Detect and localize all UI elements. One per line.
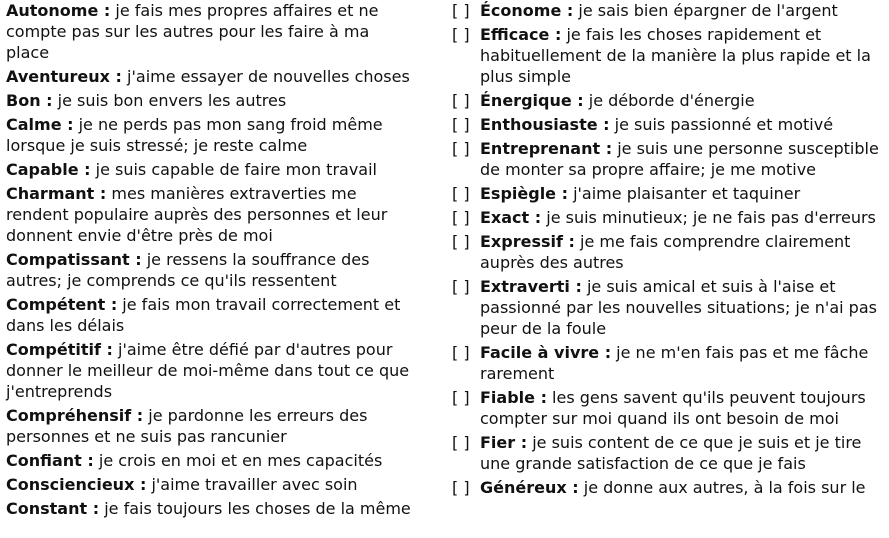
right-column [452,0,889,501]
entry-text [480,387,889,429]
entry-definition: je donne aux autres, à la fois sur le [578,478,866,497]
entry-text [480,114,889,135]
entry-competent [6,294,416,336]
entry-term: Compétitif : [6,340,113,359]
entry-term: Énergique : [480,91,584,110]
entry-text [480,24,889,87]
entry-definition: je suis minutieux; je ne fais pas d'erreurs [541,208,876,227]
checkbox-bracket[interactable]: [ ] [452,91,470,110]
entry-definition: je suis capable de faire mon travail [90,160,377,179]
entry-expressif [452,231,889,273]
entry-text [480,276,889,339]
entry-extraverti [452,276,889,339]
entry-definition: mes manières extraverties me rendent populaire auprès des personnes et leur donnent envie d'être près de moi [6,184,388,245]
checkbox-bracket[interactable]: [ ] [452,1,470,20]
entry-term: Extraverti : [480,277,582,296]
entry-definition: je fais toujours les choses de la même [99,499,411,518]
entry-term: Fiable : [480,388,547,407]
entry-definition: les gens savent qu'ils peuvent toujours compter sur moi quand ils ont besoin de moi [480,388,866,428]
checkbox-bracket[interactable]: [ ] [452,25,470,44]
entry-econome [452,0,889,21]
entry-term: Consciencieux : [6,475,147,494]
entry-term: Espiègle : [480,184,568,203]
entry-compatissant [6,249,416,291]
entry-definition: je suis bon envers les autres [52,91,287,110]
entry-definition: je déborde d'énergie [583,91,755,110]
entry-energique [452,90,889,111]
entry-definition: je suis content de ce que je suis et je tire une grande satisfaction de ce que je fais [480,433,862,473]
entry-term: Compréhensif : [6,406,144,425]
entry-definition: je fais mes propres affaires et ne compte pas sur les autres pour les faire à ma place [6,1,379,62]
entry-term: Capable : [6,160,91,179]
entry-consciencieux [6,474,416,495]
entry-autonome [6,0,416,63]
checkbox-bracket[interactable]: [ ] [452,277,470,296]
entry-definition: je suis une personne susceptible de monter sa propre affaire; je me motive [480,139,879,179]
entry-text [480,183,889,204]
entry-genereux [452,477,889,498]
entry-definition: je ressens la souffrance des autres; je comprends ce qu'ils ressentent [6,250,370,290]
entry-definition: je ne m'en fais pas et me fâche rarement [480,343,869,383]
entry-text [480,207,889,228]
entry-term: Efficace : [480,25,562,44]
entry-term: Généreux : [480,478,579,497]
entry-term: Bon : [6,91,53,110]
entry-term: Charmant : [6,184,107,203]
checkbox-bracket[interactable]: [ ] [452,343,470,362]
entry-term: Aventureux : [6,67,122,86]
entry-text [480,231,889,273]
entry-text [480,138,889,180]
entry-confiant [6,450,416,471]
entry-competitif [6,339,416,402]
entry-text [480,90,889,111]
entry-constant [6,498,416,519]
entry-fier [452,432,889,474]
entry-definition: je suis amical et suis à l'aise et passionné par les nouvelles situations; je n'ai pas peur de la foule [480,277,877,338]
checkbox-bracket[interactable]: [ ] [452,478,470,497]
entry-term: Entreprenant : [480,139,613,158]
entry-definition: je fais mon travail correctement et dans les délais [6,295,401,335]
entry-term: Autonome : [6,1,111,20]
entry-definition: je pardonne les erreurs des personnes et ne suis pas rancunier [6,406,368,446]
entry-charmant [6,183,416,246]
checkbox-bracket[interactable]: [ ] [452,208,470,227]
entry-term: Fier : [480,433,528,452]
entry-definition: je me fais comprendre clairement auprès des autres [480,232,851,272]
entry-text [480,477,889,498]
entry-term: Expressif : [480,232,575,251]
entry-definition: j'aime travailler avec soin [146,475,358,494]
checkbox-bracket[interactable]: [ ] [452,184,470,203]
entry-definition: je ne perds pas mon sang froid même lorsque je suis stressé; je reste calme [6,115,383,155]
entry-text [480,0,889,21]
entry-text [480,342,889,384]
entry-term: Facile à vivre : [480,343,612,362]
entry-capable [6,159,416,180]
entry-term: Calme : [6,115,74,134]
entry-bon [6,90,416,111]
entry-aventureux [6,66,416,87]
entry-definition: je sais bien épargner de l'argent [573,1,838,20]
entry-text [480,432,889,474]
entry-term: Économe : [480,1,574,20]
entry-term: Enthousiaste : [480,115,610,134]
left-column [6,0,416,522]
entry-term: Compatissant : [6,250,142,269]
entry-term: Exact : [480,208,542,227]
entry-efficace [452,24,889,87]
checkbox-bracket[interactable]: [ ] [452,433,470,452]
entry-espiegle [452,183,889,204]
entry-definition: je suis passionné et motivé [609,115,834,134]
checkbox-bracket[interactable]: [ ] [452,232,470,251]
entry-definition: je crois en moi et en mes capacités [93,451,383,470]
entry-definition: j'aime plaisanter et taquiner [568,184,801,203]
entry-definition: j'aime essayer de nouvelles choses [121,67,410,86]
entry-definition: j'aime être défié par d'autres pour donner le meilleur de moi-même dans tout ce que j'entreprends [6,340,410,401]
entry-comprehensif [6,405,416,447]
entry-enthousiaste [452,114,889,135]
entry-exact [452,207,889,228]
entry-term: Constant : [6,499,100,518]
checkbox-bracket[interactable]: [ ] [452,388,470,407]
entry-fiable [452,387,889,429]
entry-facile-a-vivre [452,342,889,384]
entry-definition: je fais les choses rapidement et habituellement de la manière la plus rapide et la plus simple [480,25,871,86]
entry-calme [6,114,416,156]
entry-entreprenant [452,138,889,180]
entry-term: Confiant : [6,451,94,470]
checkbox-bracket[interactable]: [ ] [452,115,470,134]
checkbox-bracket[interactable]: [ ] [452,139,470,158]
entry-term: Compétent : [6,295,118,314]
